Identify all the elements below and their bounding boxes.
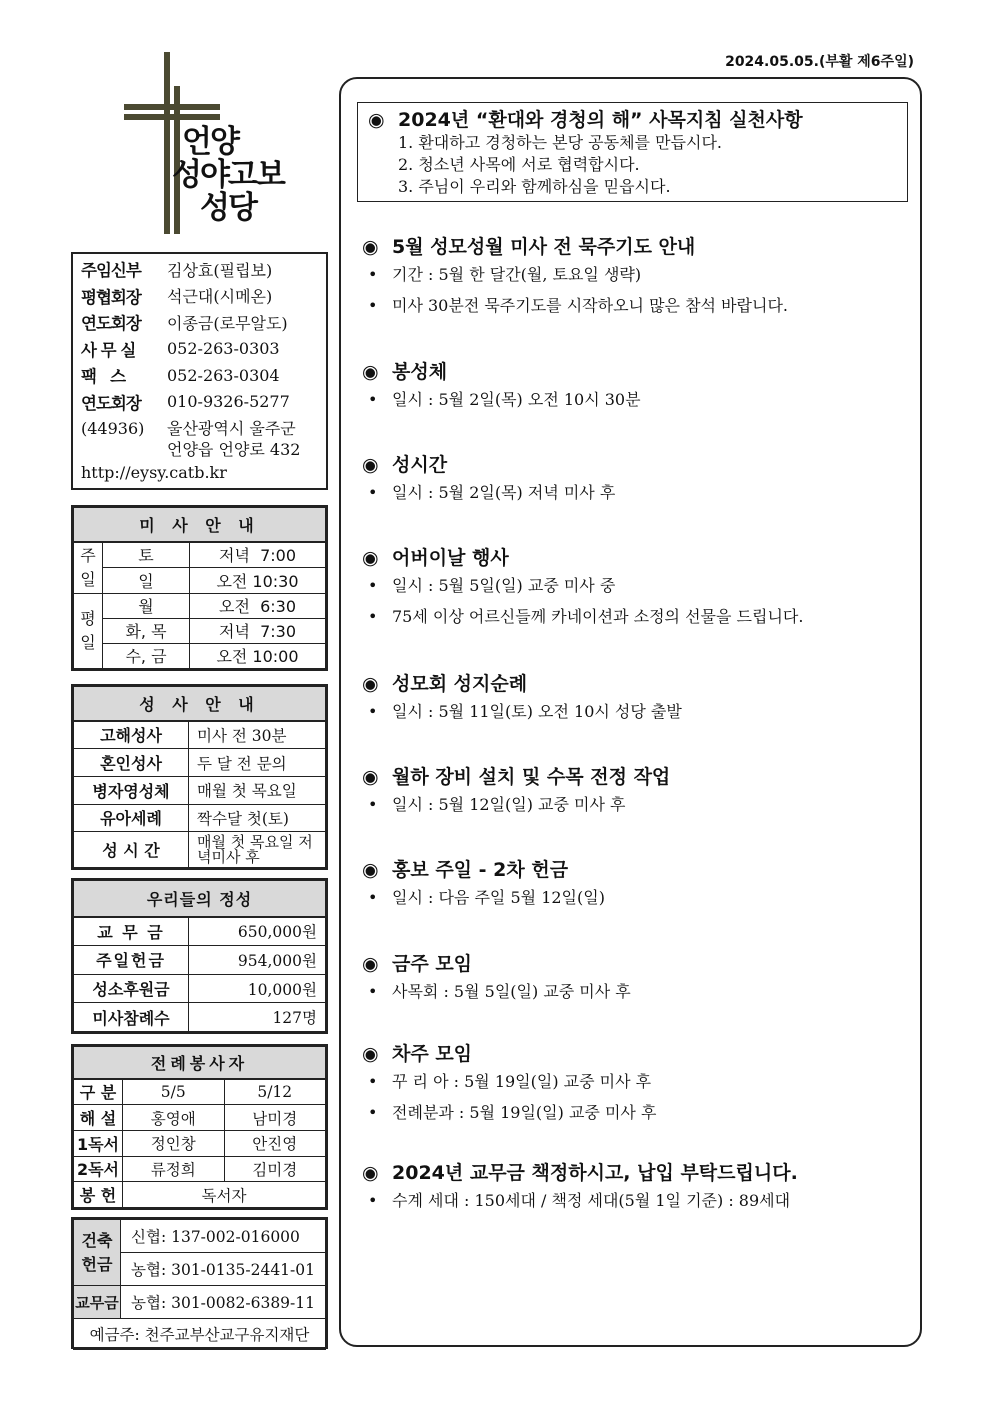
announcement-item: • 일시 : 5월 11일(토) 오전 10시 성당 출발: [368, 702, 682, 721]
bulletin-date: 2024.05.05.(부활 제6주일): [725, 54, 914, 70]
announcement-section: [362, 232, 922, 324]
bullet-circle-icon: ◉: [362, 1043, 379, 1065]
announcement-item: • 사목회 : 5월 5일(일) 교중 미사 후: [368, 982, 631, 1001]
announcement-item: • 꾸 리 아 : 5월 19일(일) 교중 미사 후: [368, 1072, 652, 1091]
bullet-dot-icon: •: [368, 888, 378, 907]
bullet-circle-icon: ◉: [362, 236, 379, 258]
announcement-title: ◉ 성모회 성지순례: [362, 673, 528, 695]
bullet-circle-icon: ◉: [362, 859, 379, 881]
announcement-title: ◉ 어버이날 행사: [362, 547, 509, 569]
announcement-section: [362, 543, 922, 635]
announcement-item: • 수계 세대 : 150세대 / 책정 세대(5월 1일 기준) : 89세대: [368, 1191, 791, 1210]
bullet-circle-icon: ◉: [362, 953, 379, 975]
announcement-section: [362, 1039, 922, 1131]
announcement-item: • 일시 : 다음 주일 5월 12일(일): [368, 888, 605, 907]
bullet-dot-icon: •: [368, 982, 378, 1001]
mass-schedule-table: 미 사 안 내 주일 토 저녁 7:00 일 오전 10:30 평일 월 오전 6:30 화, 목 저녁 7:30 수, 금 오전 10:00: [71, 505, 328, 671]
announcement-title: ◉ 금주 모임: [362, 953, 473, 975]
announcement-section: [362, 357, 922, 418]
bullet-dot-icon: •: [368, 390, 378, 409]
bank-accounts-table: 건축헌금 신협: 137-002-016000 농협: 301-0135-2441-01 교무금 농협: 301-0082-6389-11 예금주: 천주교부산교구유지재단: [71, 1217, 328, 1349]
announcement-section: [362, 1158, 922, 1219]
announcement-item: • 미사 30분전 묵주기도를 시작하오니 많은 참석 바랍니다.: [368, 296, 788, 315]
announcement-item: • 일시 : 5월 2일(목) 오전 10시 30분: [368, 390, 641, 409]
bullet-circle-icon: ◉: [362, 361, 379, 383]
pastoral-guideline-box: ◉ 2024년 “환대와 경청의 해” 사목지침 실천사항 1. 환대하고 경청하는 본당 공동체를 만듭시다. 2. 청소년 사목에 서로 협력합시다. 3. 주님이 우리와 함께하심을 믿읍시다.: [357, 102, 908, 202]
bullet-dot-icon: •: [368, 607, 378, 626]
parish-info: 주임신부 김상효(필립보) 평협회장 석근대(시메온) 연도회장 이종금(로무알도) 사 무 실 052-263-0303 팩 스 052-263-0304 연도회장 010-9326-5277 (44936) 울산광역시 울주군 언양읍 언양로 432 http://eysy.catb.kr: [71, 252, 328, 490]
announcement-title: ◉ 월하 장비 설치 및 수목 전정 작업: [362, 766, 671, 788]
announcement-section: [362, 762, 922, 823]
announcement-section: [362, 855, 922, 916]
announcement-item: • 75세 이상 어르신들께 카네이션과 소정의 선물을 드립니다.: [368, 607, 804, 626]
announcement-item: • 일시 : 5월 2일(목) 저녁 미사 후: [368, 483, 616, 502]
bullet-circle-icon: ◉: [362, 547, 379, 569]
announcement-title: ◉ 봉성체: [362, 361, 448, 383]
bullet-dot-icon: •: [368, 1072, 378, 1091]
bullet-circle-icon: ◉: [362, 673, 379, 695]
announcement-title: ◉ 차주 모임: [362, 1043, 473, 1065]
church-name: 언양 성야고보 성당: [172, 124, 284, 226]
announcement-section: [362, 450, 922, 511]
bullet-dot-icon: •: [368, 265, 378, 284]
announcement-item: • 기간 : 5월 한 달간(월, 토요일 생략): [368, 265, 642, 284]
sunday-label: 주일: [74, 542, 103, 594]
sacraments-table: 성 사 안 내 고해성사 미사 전 30분 혼인성사 두 달 전 문의 병자영성체 매월 첫 목요일 유아세례 짝수달 첫(토) 성 시 간 매월 첫 목요일 저녁미사 후: [71, 684, 328, 870]
bullet-circle-icon: ◉: [362, 766, 379, 788]
bullet-circle-icon: ◉: [368, 109, 385, 131]
bullet-dot-icon: •: [368, 1103, 378, 1122]
bullet-circle-icon: ◉: [362, 454, 379, 476]
announcement-title: ◉ 성시간: [362, 454, 448, 476]
bullet-dot-icon: •: [368, 702, 378, 721]
bullet-dot-icon: •: [368, 795, 378, 814]
bullet-dot-icon: •: [368, 576, 378, 595]
offerings-table: 우리들의 정성 교 무 금 650,000원 주일헌금 954,000원 성소후원금 10,000원 미사참례수 127명: [71, 878, 328, 1034]
weekday-label: 평일: [74, 593, 103, 668]
announcement-item: • 전례분과 : 5월 19일(일) 교중 미사 후: [368, 1103, 657, 1122]
bullet-dot-icon: •: [368, 483, 378, 502]
announcement-title: ◉ 2024년 교무금 책정하시고, 납입 부탁드립니다.: [362, 1162, 798, 1184]
bullet-dot-icon: •: [368, 1191, 378, 1210]
parish-website-link[interactable]: http://eysy.catb.kr: [81, 463, 227, 482]
liturgy-servers-table: 전례봉사자 구 분 5/5 5/12 해 설 홍영애 남미경 1독서 정인창 안진영 2독서 류정희 김미경 봉 헌 독서자: [71, 1044, 328, 1210]
bullet-circle-icon: ◉: [362, 1162, 379, 1184]
announcement-title: ◉ 홍보 주일 - 2차 헌금: [362, 859, 569, 881]
announcement-item: • 일시 : 5월 5일(일) 교중 미사 중: [368, 576, 616, 595]
announcement-section: [362, 669, 922, 730]
announcement-section: [362, 949, 922, 1010]
bullet-dot-icon: •: [368, 296, 378, 315]
announcement-title: ◉ 5월 성모성월 미사 전 묵주기도 안내: [362, 236, 696, 258]
announcement-item: • 일시 : 5월 12일(일) 교중 미사 후: [368, 795, 626, 814]
